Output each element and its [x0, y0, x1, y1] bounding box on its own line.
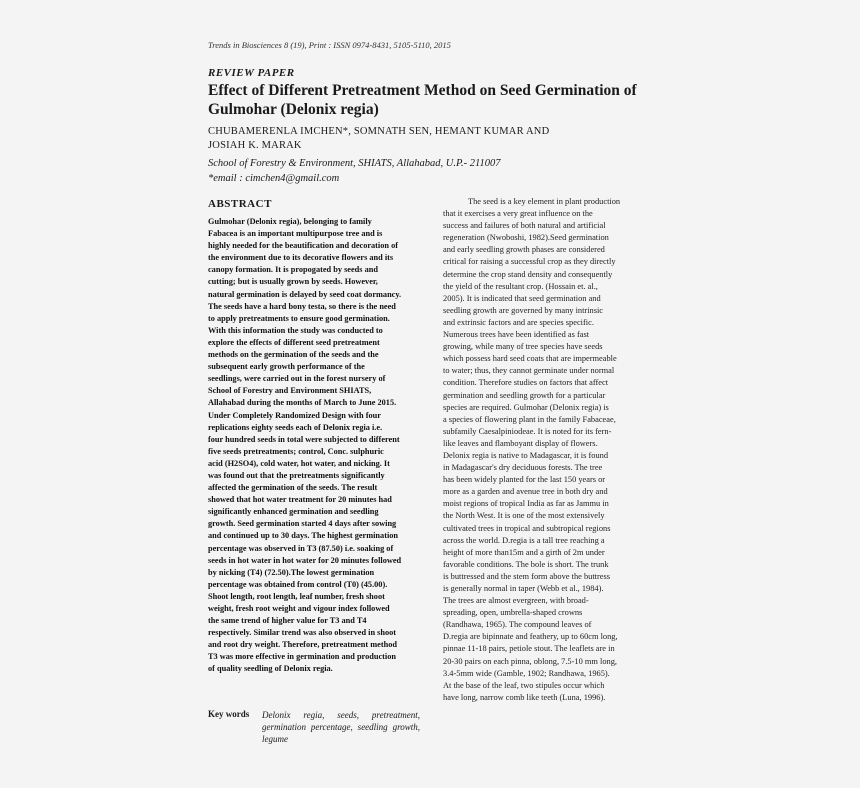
intro-line: critical for raising a successful crop as they directly — [443, 257, 616, 267]
affiliation-block — [208, 156, 648, 186]
abstract-line: seedlings, were carried out in the forest nursery of — [208, 374, 386, 384]
intro-line: pinnae 11-18 pairs, petiole stout. The leaflets are in — [443, 644, 615, 654]
abstract-line: five seeds pretreatments; control, Conc. sulphuric — [208, 446, 384, 456]
abstract-line: the environment due to its decorative flowers and its — [208, 253, 394, 263]
abstract-line: School of Forestry and Environment SHIATS, — [208, 386, 372, 396]
abstract-line: Shoot length, root length, leaf number, fresh shoot — [208, 591, 385, 601]
abstract-line: Gulmohar (Delonix regia), belonging to family — [208, 217, 372, 226]
abstract-line: and root dry weight. Therefore, pretreatment method — [208, 640, 397, 650]
abstract-line: highly needed for the beautification and decoration of — [208, 241, 398, 251]
abstract-line: seeds in hot water in hot water for 20 minutes followed — [208, 555, 402, 565]
intro-line: to water; thus, they cannot germinate under normal — [443, 366, 615, 376]
intro-line: success and failures of both natural and artificial — [443, 221, 606, 231]
author-line: JOSIAH K. MARAK — [208, 140, 302, 151]
intro-line: moist regions of tropical India as far as Jammu in — [443, 499, 609, 509]
paper-type-label: REVIEW PAPER — [208, 67, 295, 79]
intro-line: 2005). It is indicated that seed germination and — [443, 293, 601, 303]
introduction-column — [443, 196, 654, 704]
abstract-line: of quality seedling of Delonix regia. — [208, 664, 333, 674]
intro-line: Numerous trees have been identified as fast — [443, 330, 590, 340]
abstract-heading: ABSTRACT — [208, 198, 272, 210]
keywords-text: Delonix regia, seeds, pretreatment, germination percentage, seedling growth, legume — [262, 710, 420, 744]
abstract-line: methods on the germination of the seeds and the — [208, 350, 379, 360]
intro-line: species are required. Gulmohar (Delonix regia) is — [443, 402, 609, 412]
abstract-line: significantly enhanced germination and seedling — [208, 507, 379, 517]
intro-line: subfamily Caesalpiniodeae. It is noted for its fern- — [443, 426, 612, 436]
intro-line: cultivated trees in tropical and subtropical regions — [443, 523, 611, 533]
abstract-line: and continued up to 30 days. The highest germination — [208, 531, 399, 541]
intro-line: The seed is a key element in plant production — [468, 197, 621, 206]
abstract-line: natural germination is delayed by seed coat dormancy. — [208, 289, 402, 299]
intro-line: 20-30 pairs on each pinna, oblong, 7.5-10 mm long, — [443, 656, 617, 666]
abstract-line: affected the germination of the seeds. The result — [208, 483, 378, 493]
intro-line: germination and seedling growth for a particular — [443, 390, 606, 400]
intro-line: the yield of the resultant crop. (Hossain et. al., — [443, 281, 598, 291]
abstract-line: Under Completely Randomized Design with four — [208, 410, 381, 420]
intro-line: which possess hard seed coats that are impermeable — [443, 354, 617, 364]
author-line: CHUBAMERENLA IMCHEN*, SOMNATH SEN, HEMANT KUMAR AND — [208, 126, 550, 137]
intro-line: have long, narrow comb like teeth (Luna, 1996). — [443, 692, 606, 702]
intro-line: is buttressed and the stem form above the buttress — [443, 571, 610, 581]
abstract-line: replications eighty seeds each of Delonix regia i.e. — [208, 422, 383, 432]
abstract-line: With this information the study was conducted to — [208, 325, 383, 335]
abstract-line: was found out that the pretreatments significantly — [208, 470, 385, 480]
abstract-line: by nicking (T4) (72.50).The lowest germination — [208, 567, 375, 577]
intro-line: more as a garden and avenue tree in both dry and — [443, 487, 608, 497]
abstract-line: Allahabad during the months of March to June 2015. — [208, 398, 397, 408]
abstract-line: Fabacea is an important multipurpose tree and is — [208, 229, 383, 239]
abstract-line: four hundred seeds in total were subjected to different — [208, 434, 400, 444]
abstract-line: the same trend of higher value for T3 and T4 — [208, 616, 367, 626]
abstract-line: percentage was observed in T3 (87.50) i.e. soaking of — [208, 543, 394, 553]
abstract-line: canopy formation. It is propogated by seeds and — [208, 265, 378, 275]
intro-line: in Madagascar's dry deciduous forests. The tree — [443, 463, 603, 473]
abstract-line: T3 was more effective in germination and production — [208, 652, 396, 662]
abstract-line: acid (H2SO4), cold water, hot water, and nicking. It — [208, 458, 390, 468]
intro-line: spreading, open, umbrella-shaped crowns — [443, 608, 583, 618]
journal-citation: Trends in Biosciences 8 (19), Print : ISSN 0974-8431, 5105-5110, 2015 — [208, 40, 451, 50]
intro-line: favorable conditions. The bole is short. The trunk — [443, 559, 609, 569]
intro-line: the North West. It is one of the most extensively — [443, 511, 605, 521]
intro-line: and early seedling growth phases are considered — [443, 245, 605, 255]
keywords-label: Key words — [208, 709, 250, 719]
intro-line: At the base of the leaf, two stipules occur which — [443, 680, 605, 690]
intro-line: (Randhawa, 1965). The compound leaves of — [443, 620, 592, 630]
paper-title: Effect of Different Pretreatment Method on Seed Germination of Gulmohar (Delonix regia) — [208, 82, 637, 118]
affiliation: School of Forestry & Environment, SHIATS, Allahabad, U.P.- 211007 — [208, 158, 501, 169]
abstract-line: cutting; but is usually grown by seeds. However, — [208, 277, 378, 287]
author-list — [208, 125, 648, 153]
abstract-line: subsequent early growth performance of the — [208, 362, 365, 372]
abstract-line: growth. Seed germination started 4 days after sowing — [208, 519, 397, 529]
intro-line: like leaves and flamboyant display of flowers. — [443, 438, 598, 448]
intro-line: regeneration (Nwoboshi, 1982).Seed germination — [443, 233, 609, 243]
abstract-line: The seeds have a hard bony testa, so there is the need — [208, 301, 396, 311]
abstract-line: to apply pretreatments to ensure good germination. — [208, 313, 390, 323]
intro-line: a species of flowering plant in the family Fabaceae, — [443, 414, 616, 424]
intro-line: is generally normal in taper (Webb et al., 1984). — [443, 584, 604, 593]
intro-line: and extrinsic factors and are species specific. — [443, 317, 594, 327]
intro-line: The trees are almost evergreen, with broad- — [443, 596, 589, 606]
intro-line: condition. Therefore studies on factors that affect — [443, 378, 609, 388]
abstract-line: explore the effects of different seed pretreatment — [208, 337, 380, 347]
intro-line: height of more than15m and a girth of 2m under — [443, 547, 605, 557]
intro-line: D.regia are bipinnate and feathery, up to 60cm long, — [443, 632, 618, 642]
intro-line: growing, while many of tree species have seeds — [443, 342, 603, 352]
abstract-line: weight, fresh root weight and vigour index followed — [208, 604, 390, 613]
intro-line: has been widely planted for the last 150 years or — [443, 475, 606, 485]
abstract-line: showed that hot water treatment for 20 minutes had — [208, 495, 392, 505]
abstract-body — [208, 216, 418, 676]
intro-line: Delonix regia is native to Madagascar, it is found — [443, 450, 609, 460]
intro-line: seedling growth are governed by many intrinsic — [443, 305, 604, 315]
email: *email : cimchen4@gmail.com — [208, 173, 340, 184]
intro-line: determine the crop stand density and consequently — [443, 269, 613, 279]
abstract-line: respectively. Similar trend was also observed in shoot — [208, 628, 397, 638]
intro-line: that it exercises a very great influence on the — [443, 209, 593, 219]
intro-line: across the world. D.regia is a tall tree reaching a — [443, 535, 605, 545]
abstract-line: percentage was obtained from control (T0) (45.00). — [208, 579, 388, 589]
intro-line: 3.4-5mm wide (Gamble, 1902; Randhawa, 1965). — [443, 668, 610, 678]
